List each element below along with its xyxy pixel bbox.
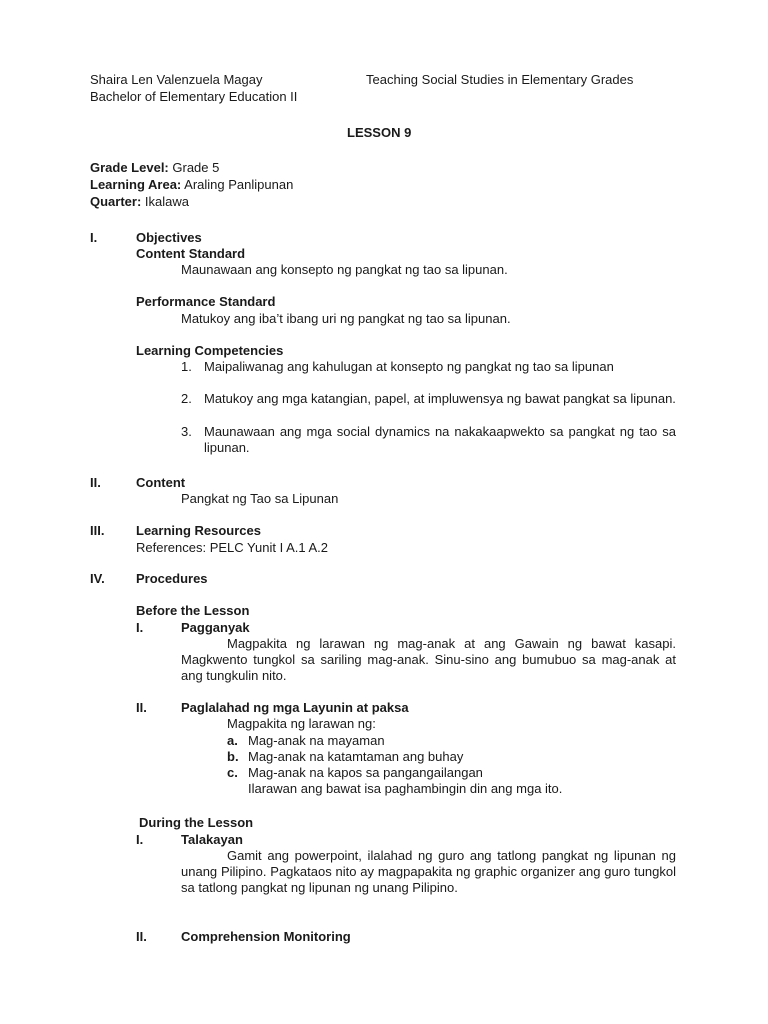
competencies-heading: Learning Competencies	[136, 343, 284, 358]
grade-level-value: Grade 5	[172, 160, 220, 175]
section-numeral-procedures: IV.	[90, 571, 105, 586]
content-standard-text: Maunawaan ang konsepto ng pangkat ng tao sa lipunan.	[181, 262, 508, 277]
performance-standard-text: Matukoy ang iba’t ibang uri ng pangkat ng tao sa lipunan.	[181, 311, 511, 326]
before-lesson-heading: Before the Lesson	[136, 603, 250, 618]
competency-text: Maipaliwanag ang kahulugan at konsepto ng pangkat ng tao sa lipunan	[204, 359, 614, 374]
competency-number: 2.	[181, 391, 192, 406]
section-numeral-objectives: I.	[90, 230, 98, 245]
quarter-value: Ikalawa	[144, 194, 189, 209]
during-lesson-heading: During the Lesson	[139, 815, 254, 830]
performance-standard-heading: Performance Standard	[136, 294, 276, 309]
pagganyak-heading: Pagganyak	[181, 620, 250, 635]
section-numeral-content: II.	[90, 475, 101, 490]
resources-text: References: PELC Yunit I A.1 A.2	[136, 540, 328, 555]
competency-text: Maunawaan ang mga social dynamics na nakakaapwekto sa pangkat ng tao sa lipunan.	[204, 424, 676, 455]
grade-level-line	[90, 160, 219, 176]
learning-area-label: Learning Area:	[90, 177, 182, 192]
talakayan-heading: Talakayan	[181, 832, 243, 847]
objectives-heading: Objectives	[136, 230, 202, 245]
list-letter: a.	[227, 733, 238, 748]
content-standard-heading: Content Standard	[136, 246, 246, 261]
paglalahad-heading: Paglalahad ng mga Layunin at paksa	[181, 700, 409, 715]
competency-number: 1.	[181, 359, 192, 374]
comprehension-numeral: II.	[136, 929, 147, 944]
quarter-label: Quarter:	[90, 194, 142, 209]
learning-area-value: Araling Panlipunan	[184, 177, 294, 192]
paglalahad-numeral: II.	[136, 700, 147, 715]
competency-number: 3.	[181, 424, 192, 439]
quarter-line	[90, 194, 189, 210]
content-heading: Content	[136, 475, 186, 490]
competency-text: Matukoy ang mga katangian, papel, at impluwensya ng bawat pangkat sa lipunan.	[204, 391, 676, 406]
resources-heading: Learning Resources	[136, 523, 261, 538]
course-title: Teaching Social Studies in Elementary Grades	[366, 72, 634, 87]
list-item: Mag-anak na kapos sa pangangailangan	[248, 765, 483, 780]
pagganyak-numeral: I.	[136, 620, 144, 635]
procedures-heading: Procedures	[136, 571, 208, 586]
list-letter: b.	[227, 749, 239, 764]
talakayan-numeral: I.	[136, 832, 144, 847]
talakayan-text: Gamit ang powerpoint, ilalahad ng guro ang tatlong pangkat ng lipunan ng unang Pilipino. Pagkataos nito ay magpapakita ng graphic organizer ang guro tungkol sa tatlong pangkat ng lipunan ng unang Pilipino.	[181, 848, 676, 895]
program-name: Bachelor of Elementary Education II	[90, 89, 298, 104]
section-numeral-resources: III.	[90, 523, 105, 538]
paglalahad-intro: Magpakita ng larawan ng:	[227, 716, 376, 731]
list-item: Mag-anak na mayaman	[248, 733, 385, 748]
list-item: Mag-anak na katamtaman ang buhay	[248, 749, 464, 764]
content-text: Pangkat ng Tao sa Lipunan	[181, 491, 339, 506]
paglalahad-closing: Ilarawan ang bawat isa paghambingin din ang mga ito.	[248, 781, 563, 796]
comprehension-heading: Comprehension Monitoring	[181, 929, 351, 944]
pagganyak-text: Magpakita ng larawan ng mag-anak at ang Gawain ng bawat kasapi. Magkwento tungkol sa sariling mag-anak. Sinu-sino ang bumubuo sa mag-anak at ang tungkulin nito.	[181, 636, 676, 683]
lesson-title: LESSON 9	[347, 125, 412, 140]
list-letter: c.	[227, 765, 238, 780]
learning-area-line	[90, 177, 293, 193]
author-name: Shaira Len Valenzuela Magay	[90, 72, 263, 87]
grade-level-label: Grade Level:	[90, 160, 169, 175]
